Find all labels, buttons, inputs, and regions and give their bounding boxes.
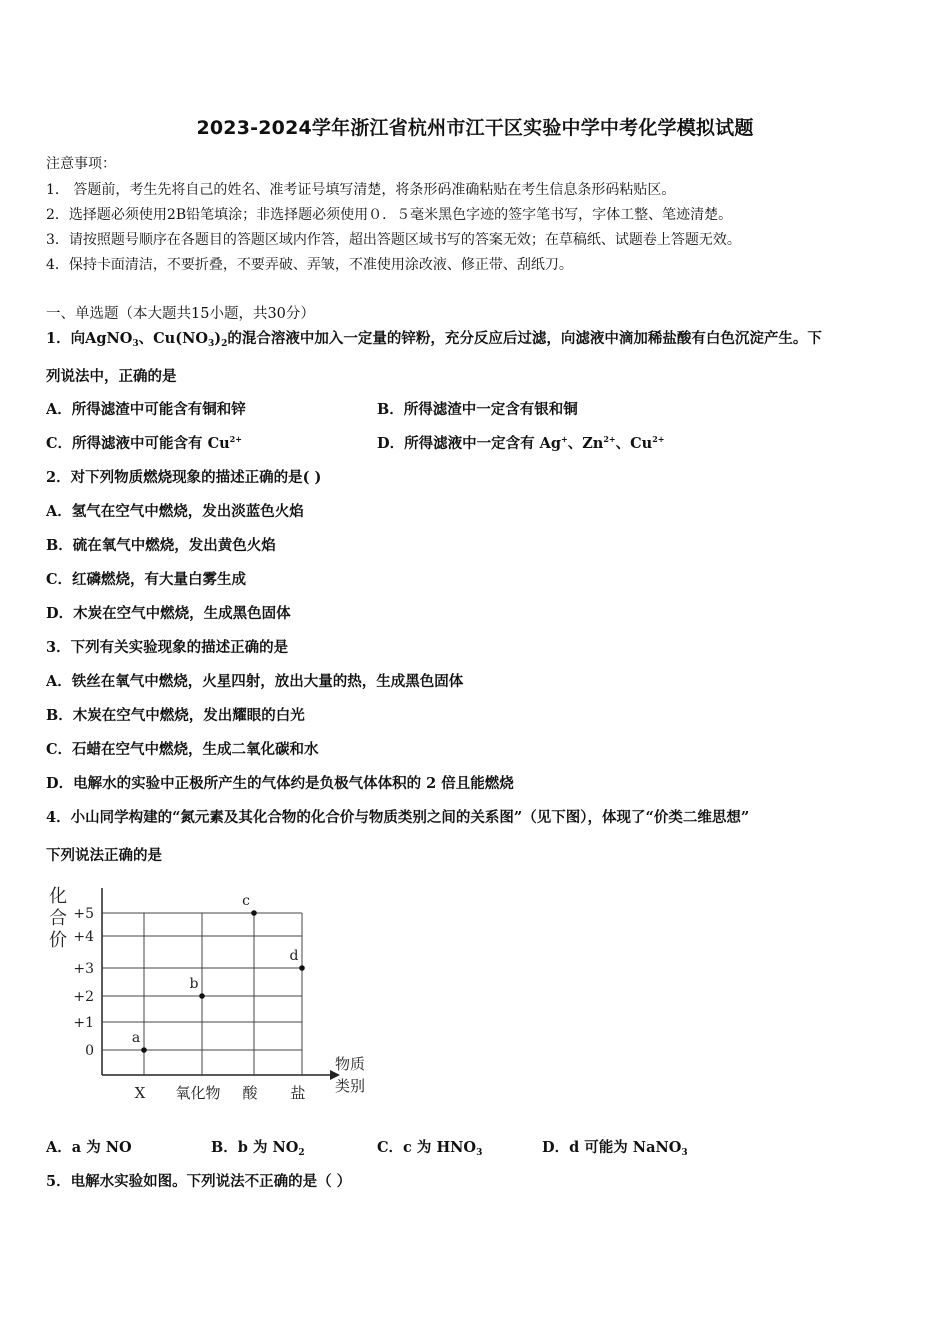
question-1-stem: 1．向AgNO$_3$、$Cu(NO_3)_2$的混合溶液中加入一定量的锌粉，充分反应后过滤，向滤液中滴加稀盐酸有白色沉淀产生。下: [46, 330, 822, 349]
question-1-option-d: D．所得滤液中一定含有 Ag+、$Zn^{2+}$、$Cu^{2+}$: [377, 434, 665, 452]
question-3-option-b: B．木炭在空气中燃烧，发出耀眼的白光: [46, 707, 305, 724]
question-4-option-b: B．b 为 $NO_2$: [211, 1139, 305, 1158]
data-point-c: [251, 910, 257, 916]
data-point-label: d: [289, 948, 299, 964]
data-point-b: [199, 993, 205, 999]
question-3-option-a: A．铁丝在氧气中燃烧，火星四射，放出大量的热，生成黑色固体: [46, 673, 464, 690]
question-3-option-c: C．石蜡在空气中燃烧，生成二氧化碳和水: [46, 741, 319, 758]
question-4-stem: 4．小山同学构建的“氮元素及其化合物的化合价与物质类别之间的关系图”（见下图），体现了“价类二维思想”: [46, 809, 750, 826]
data-point-a: [141, 1047, 147, 1053]
y-axis-label: 价: [49, 930, 67, 951]
question-4-stem-line2: 下列说法正确的是: [46, 847, 162, 864]
x-axis-label: 类别: [334, 1077, 366, 1095]
x-axis-label: 物质: [334, 1055, 366, 1073]
question-3-option-d: D．电解水的实验中正极所产生的气体约是负极气体体积的 2 倍且能燃烧: [46, 775, 514, 792]
section-heading: 一、单选题（本大题共15小题，共30分）: [46, 306, 315, 322]
question-2-option-d: D．木炭在空气中燃烧，生成黑色固体: [46, 605, 291, 622]
notice-item: 1． 答题前，考生先将自己的姓名、准考证号填写清楚，将条形码准确粘贴在考生信息条形码粘贴区。: [46, 182, 676, 198]
y-axis-label: 化: [49, 886, 67, 907]
question-2-option-c: C．红磷燃烧，有大量白雾生成: [46, 571, 247, 588]
y-tick-label: +5: [73, 906, 94, 922]
question-2-stem: 2．对下列物质燃烧现象的描述正确的是( ): [46, 469, 322, 486]
y-tick-label: +4: [73, 929, 94, 945]
question-4-option-a: A．a 为 NO: [46, 1139, 132, 1156]
data-point-label: b: [189, 976, 199, 992]
x-category-label: 酸: [242, 1084, 258, 1102]
notice-item: 4．保持卡面清洁，不要折叠，不要弄破、弄皱，不准使用涂改液、修正带、刮纸刀。: [46, 257, 573, 273]
notice-item: 2．选择题必须使用2B铅笔填涂；非选择题必须使用０．５毫米黑色字迹的签字笔书写，字体工整、笔迹清楚。: [46, 207, 733, 223]
y-tick-label: +2: [73, 989, 94, 1005]
y-tick-label: +1: [73, 1015, 94, 1031]
data-point-d: [299, 965, 305, 971]
y-tick-label: +3: [73, 961, 94, 977]
notice-heading: 注意事项：: [46, 156, 116, 172]
question-4-option-d: D．d 可能为 NaNO$_3$: [542, 1139, 688, 1158]
valence-chart: [40, 880, 380, 1110]
page-title: 2023-2024学年浙江省杭州市江干区实验中学中考化学模拟试题: [196, 117, 754, 139]
question-1-option-a: A．所得滤渣中可能含有铜和锌: [46, 401, 246, 418]
question-5-stem: 5．电解水实验如图。下列说法不正确的是（ ）: [46, 1173, 352, 1190]
y-axis-label: 合: [49, 908, 67, 929]
x-category-label: 氧化物: [175, 1084, 221, 1102]
y-tick-label: 0: [85, 1043, 94, 1059]
question-1-option-c: C．所得滤液中可能含有 $Cu^{2+}$: [46, 434, 242, 452]
data-point-label: c: [242, 893, 250, 909]
x-category-label: X: [134, 1084, 146, 1102]
notice-item: 3．请按照题号顺序在各题目的答题区域内作答，超出答题区域书写的答案无效；在草稿纸、试题卷上答题无效。: [46, 232, 741, 248]
question-3-stem: 3．下列有关实验现象的描述正确的是: [46, 639, 289, 656]
question-1-option-b: B．所得滤渣中一定含有银和铜: [377, 401, 578, 418]
x-category-label: 盐: [290, 1084, 306, 1102]
data-point-label: a: [131, 1030, 141, 1046]
question-1-stem-line2: 列说法中，正确的是: [46, 368, 177, 385]
question-4-option-c: C．c 为 $HNO_3$: [377, 1139, 483, 1158]
question-2-option-a: A．氢气在空气中燃烧，发出淡蓝色火焰: [46, 503, 304, 520]
question-2-option-b: B．硫在氧气中燃烧，发出黄色火焰: [46, 537, 276, 554]
